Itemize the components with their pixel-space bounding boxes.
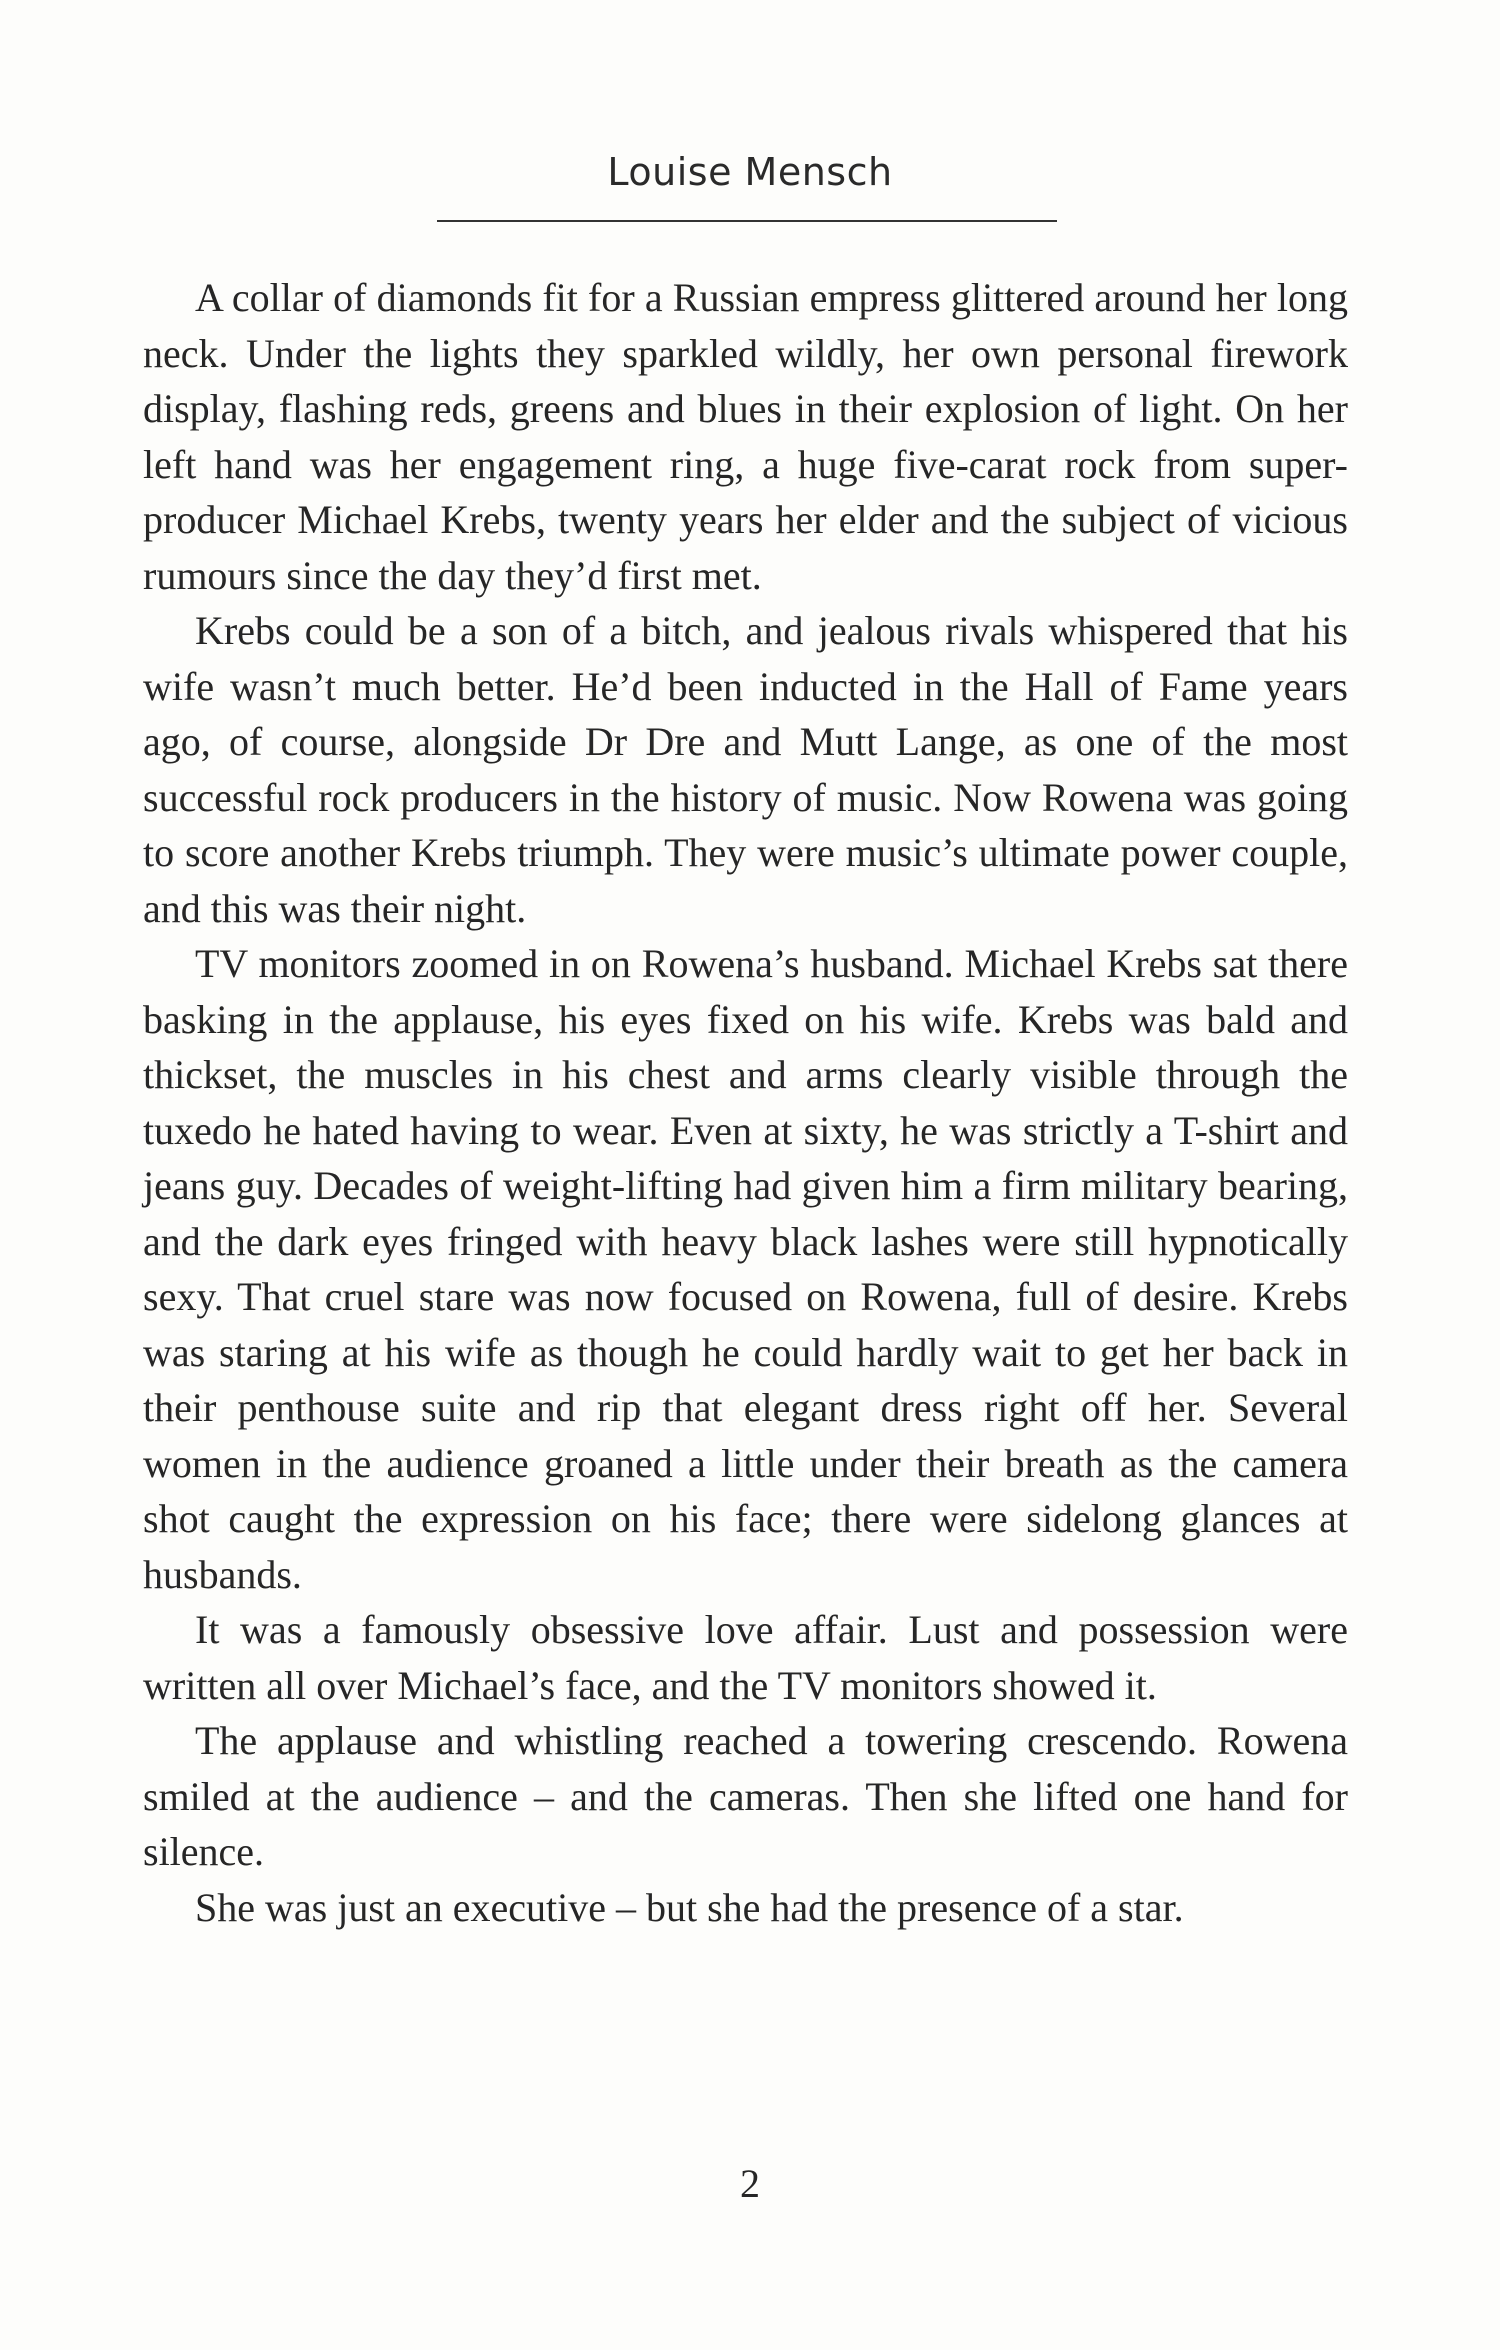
paragraph: It was a famously obsessive love affair. Lust and possession were written all over Michael’s face, and the TV monitors showed it. — [143, 1607, 1348, 1708]
paragraph: The applause and whistling reached a towering crescendo. Rowena smiled at the audience – and the cameras. Then she lifted one hand for silence. — [143, 1718, 1348, 1874]
page-number: 2 — [740, 2161, 760, 2206]
paragraph: TV monitors zoomed in on Rowena’s husband. Michael Krebs sat there basking in the applause, his eyes fixed on his wife. Krebs was bald and thickset, the muscles in his chest and arms clearly visible through the tuxedo he hated having to wear. Even at sixty, he was strictly a T-shirt and jeans guy. Decades of weight-lifting had given him a firm military bearing, and the dark eyes fringed with heavy black lashes were still hypnotically sexy. That cruel stare was now focused on Rowena, full of desire. Krebs was staring at his wife as though he could hardly wait to get her back in their penthouse suite and rip that elegant dress right off her. Several women in the audience groaned a little under their breath as the camera shot caught the expression on his face; there were sidelong glances at husbands. — [143, 941, 1348, 1597]
paragraph: She was just an executive – but she had the presence of a star. — [195, 1884, 1184, 1930]
running-header: Louise Mensch — [607, 150, 893, 194]
paragraph: Krebs could be a son of a bitch, and jealous rivals whispered that his wife wasn’t much better. He’d been inducted in the Hall of Fame years ago, of course, alongside Dr Dre and Mutt Lange, as one of the most successful rock producers in the history of music. Now Rowena was going to score another Krebs triumph. They were music’s ultimate power couple, and this was their night. — [143, 608, 1348, 931]
body-text — [143, 270, 1348, 1935]
paragraph: A collar of diamonds fit for a Russian empress glittered around her long neck. Under the lights they sparkled wildly, her own personal firework display, flashing reds, greens and blues in their explosion of light. On her left hand was her engagement ring, a huge five-carat rock from super-producer Michael Krebs, twenty years her elder and the subject of vicious rumours since the day they’d first met. — [143, 275, 1348, 598]
header-rule — [437, 220, 1057, 222]
